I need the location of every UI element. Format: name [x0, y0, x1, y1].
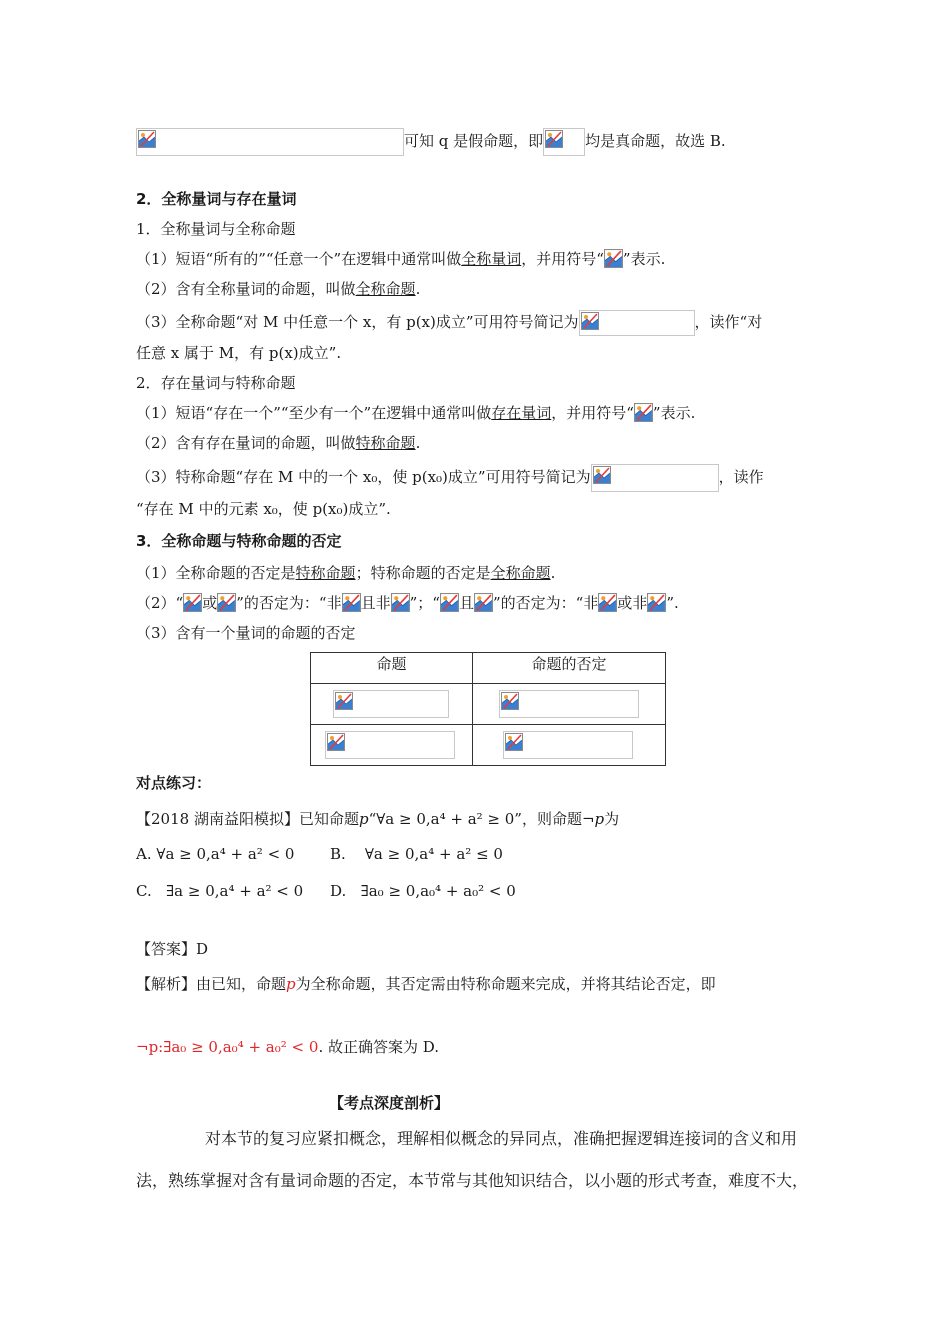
option-text: ∀a ≥ 0,a⁴ + a² ≤ 0 [364, 845, 503, 863]
text: （1）短语“所有的”“任意一个”在逻辑中通常叫做 [136, 250, 462, 268]
formula-image-placeholder [325, 731, 455, 759]
table-cell [473, 725, 666, 766]
answer-line: 【答案】D [136, 940, 209, 958]
text: . [415, 280, 421, 298]
broken-image-icon [634, 403, 653, 422]
deep-analysis-heading: 【考点深度剖析】 [329, 1094, 450, 1112]
text: （2）含有存在量词的命题，叫做 [136, 434, 356, 452]
broken-image-icon [440, 593, 459, 612]
option-label: A. [136, 845, 152, 863]
term-existential-proposition: 特称命题 [355, 434, 416, 452]
formula-image-placeholder [591, 464, 719, 492]
formula-image-placeholder [499, 690, 639, 718]
var-p: p [286, 975, 296, 993]
option-a [136, 843, 294, 865]
broken-image-icon [183, 593, 202, 612]
formula-image-placeholder [136, 128, 404, 156]
broken-image-icon [138, 130, 156, 148]
top-text-mid: 可知 q 是假命题，即 [404, 132, 544, 150]
broken-image-icon [647, 593, 666, 612]
text: 为 [604, 810, 620, 828]
term-existential-proposition: 特称命题 [295, 564, 356, 582]
para-9: （3）含有一个量词的命题的否定 [136, 624, 356, 642]
text: ”表示. [622, 250, 666, 268]
text: 【2018 湖南益阳模拟】已知命题 [136, 810, 359, 828]
para-1 [136, 248, 665, 270]
para-3 [136, 310, 762, 336]
text: （3）全称命题“对 M 中任意一个 x，有 p(x)成立”可用符号简记为 [136, 313, 579, 331]
term-universal-proposition: 全称命题 [355, 280, 416, 298]
option-label: D. [330, 882, 347, 900]
table-cell [311, 684, 473, 725]
para-2 [136, 278, 420, 300]
table-row [311, 725, 666, 766]
para-6 [136, 464, 764, 492]
text: . [550, 564, 556, 582]
text: （3）特称命题“存在 M 中的一个 x₀，使 p(x₀)成立”可用符号简记为 [136, 468, 591, 486]
subheading-2: 2．存在量词与特称命题 [136, 374, 296, 392]
option-text: ∃a₀ ≥ 0,a₀⁴ + a₀² < 0 [360, 882, 516, 900]
term-universal-quantifier: 全称量词 [461, 250, 522, 268]
text: ，读作 [718, 468, 764, 486]
formula-image-placeholder [503, 731, 633, 759]
para-3-cont: 任意 x 属于 M，有 p(x)成立”. [136, 344, 342, 362]
broken-image-icon [342, 593, 361, 612]
text: 且非 [360, 594, 391, 612]
var-p: p [594, 810, 605, 828]
text: ；特称命题的否定是 [355, 564, 491, 582]
para-5 [136, 432, 420, 454]
formula-image-placeholder [543, 128, 585, 156]
option-text: ∃a ≥ 0,a⁴ + a² < 0 [166, 882, 304, 900]
broken-image-icon [593, 466, 611, 484]
text: ，并用符号“ [551, 404, 634, 422]
option-c [136, 880, 303, 902]
broken-image-icon [217, 593, 236, 612]
negation-table [310, 652, 666, 766]
text: ”表示. [652, 404, 696, 422]
option-text: ∀a ≥ 0,a⁴ + a² < 0 [156, 845, 295, 863]
text: ，读作“对 [694, 313, 763, 331]
text: ”；“ [409, 594, 440, 612]
broken-image-icon [505, 733, 523, 751]
text: 或非 [617, 594, 648, 612]
section-3-heading: 3．全称命题与特称命题的否定 [136, 532, 342, 550]
analysis-formula-line [136, 1036, 439, 1058]
option-b [330, 843, 503, 865]
broken-image-icon [604, 249, 623, 268]
text: 且 [458, 594, 474, 612]
para-7 [136, 562, 555, 584]
broken-image-icon [545, 130, 563, 148]
table-header-row [311, 653, 666, 684]
subheading-1: 1．全称量词与全称命题 [136, 220, 296, 238]
option-label: B. [330, 845, 346, 863]
analysis-line [136, 973, 716, 995]
broken-image-icon [501, 692, 519, 710]
term-universal-proposition: 全称命题 [490, 564, 551, 582]
var-p: p [358, 810, 369, 828]
question-stem [136, 808, 619, 830]
broken-image-icon [327, 733, 345, 751]
para-8 [136, 592, 679, 614]
broken-image-icon [598, 593, 617, 612]
table-cell [311, 725, 473, 766]
practice-heading: 对点练习： [136, 774, 212, 792]
text: （2）含有全称量词的命题，叫做 [136, 280, 356, 298]
text: ，并用符号“ [521, 250, 604, 268]
term-existential-quantifier: 存在量词 [491, 404, 552, 422]
option-d [330, 880, 516, 902]
text: “∀a ≥ 0,a⁴ + a² ≥ 0”，则命题¬ [368, 810, 595, 828]
top-line [136, 128, 726, 156]
text: ”. [666, 594, 679, 612]
deep-para-line-1: 对本节的复习应紧扣概念，理解相似概念的异同点，准确把握逻辑连接词的含义和用 [205, 1129, 798, 1148]
broken-image-icon [581, 312, 599, 330]
text: 【解析】由已知，命题 [136, 975, 287, 993]
text: （1）全称命题的否定是 [136, 564, 296, 582]
option-label: C. [136, 882, 152, 900]
text: （1）短语“存在一个”“至少有一个”在逻辑中通常叫做 [136, 404, 492, 422]
table-row [311, 684, 666, 725]
text: 或 [202, 594, 218, 612]
text: . [415, 434, 421, 452]
text: ”的否定为：“非 [236, 594, 342, 612]
section-2-heading: 2．全称量词与存在量词 [136, 190, 297, 208]
deep-para-line-2: 法，熟练掌握对含有量词命题的否定，本节常与其他知识结合，以小题的形式考查，难度不大， [136, 1171, 809, 1190]
text: ”的否定为：“非 [492, 594, 599, 612]
text: . 故正确答案为 D. [318, 1038, 440, 1056]
top-text-end: 均是真命题，故选 B. [585, 132, 726, 150]
table-header-proposition: 命题 [311, 653, 473, 684]
para-6-cont: “存在 M 中的元素 x₀，使 p(x₀)成立”. [136, 500, 391, 518]
broken-image-icon [335, 692, 353, 710]
formula-image-placeholder [579, 310, 695, 336]
para-4 [136, 402, 695, 424]
broken-image-icon [391, 593, 410, 612]
broken-image-icon [474, 593, 493, 612]
table-cell [473, 684, 666, 725]
text: 为全称命题，其否定需由特称命题来完成，并将其结论否定，即 [295, 975, 716, 993]
text: （2）“ [136, 594, 184, 612]
table-header-negation: 命题的否定 [473, 653, 666, 684]
negation-formula: ¬p:∃a₀ ≥ 0,a₀⁴ + a₀² < 0 [136, 1038, 319, 1056]
formula-image-placeholder [333, 690, 449, 718]
